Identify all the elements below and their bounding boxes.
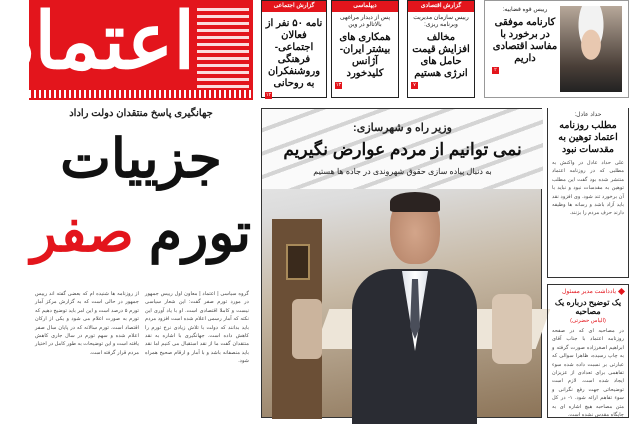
editor-note-author: (الیاس حضرتی) xyxy=(570,318,606,324)
teaser-diplomacy[interactable] xyxy=(331,0,399,98)
man-hair xyxy=(390,192,440,212)
main-story-subhead: به دنبال پیاده سازی حقوق شهروندی در جاده ها هستیم xyxy=(313,167,492,176)
main-story-kicker: وزیر راه و شهرسازی: xyxy=(353,122,452,134)
teaser-headline: مخالف افزایش قیمت حامل های انرژی هستیم xyxy=(412,32,470,79)
editor-note-headline: یک توضیح درباره یک مصاحبه xyxy=(554,298,622,316)
label-text: یادداشت مدیر مسئول xyxy=(562,289,616,295)
page-marker: ۱۳ xyxy=(335,82,342,88)
teaser-subhead: پس از دیدار مراغهی بالاتالو در وین xyxy=(339,15,391,28)
page-marker: ۷ xyxy=(411,82,418,89)
issue-info-strip xyxy=(195,4,251,88)
decorative-ruler xyxy=(29,90,253,98)
page-marker: ۲ xyxy=(492,67,499,74)
lead-headline-line2[interactable] xyxy=(29,200,253,266)
chair xyxy=(492,294,532,364)
editor-note-body: در مصاحبه ای که در صفحه روزنامه اعتماد با جناب آقای ابراهیم اصغرزاده صورت گرفته و به چاپ رسیده، ظاهرا سوالی که عبارتی بر نسبت داده شده سوء تفاهمی برای تعدادی از عزیزان ایجاد شده است. لازم است توضیحاتی جهت رفع نگرانی و سوء تفاهم ارائه شود. ۱- در کل متن مصاحبه هیچ اشاره ای به جایگاه مقدس نشده است. xyxy=(552,328,624,419)
teaser-kicker: گزارش اجتماعی xyxy=(262,1,326,12)
newspaper-logo: اعتماد xyxy=(0,0,195,87)
wall-frame xyxy=(286,244,310,280)
main-story-photo[interactable] xyxy=(261,108,542,418)
lead-kicker: جهانگیری پاسخ منتقدان دولت راداد xyxy=(69,108,213,119)
chair xyxy=(292,299,322,359)
headline-word-red: صفر xyxy=(30,203,134,263)
teaser-kicker: رییس قوه قضاییه: xyxy=(502,7,548,13)
right-story-kicker: حداد عادل: xyxy=(574,112,602,118)
teaser-headline: نامه ۵۰ نفر از فعالان اجتماعی-فرهنگی وروشنفکران به روحانی xyxy=(265,18,323,89)
portrait-photo xyxy=(560,6,622,92)
teaser-subhead: رییس سازمان مدیریت وبرنامه ریزی: xyxy=(413,15,469,28)
editor-note[interactable] xyxy=(547,284,629,418)
right-story[interactable] xyxy=(547,108,629,278)
masthead xyxy=(0,0,253,100)
teaser-kicker: دیپلماسی xyxy=(332,1,398,12)
teaser-headline: کارنامه موفقی در برخورد با مفاسد اقتصادی داریم xyxy=(492,17,558,64)
teaser-kicker: گزارش اقتصادی xyxy=(408,1,474,12)
right-story-body: علی حداد عادل در واکنش به مطلبی که در روزنامه اعتماد منتشر شده بود گفت این مطلب توهین به مقدسات نبود و نباید با آن برخورد تند شود. وی افزود نقد باید آزاد باشد و رسانه ها وظیفه دارند حرف مردم را بزنند. xyxy=(552,160,624,217)
diamond-icon xyxy=(618,288,625,295)
page-marker: ۱۲ xyxy=(265,92,272,98)
right-story-headline: مطلب روزنامه اعتماد توهین به مقدسات نبود xyxy=(558,120,618,155)
editor-note-label xyxy=(552,288,624,295)
lead-body-column-right: گروه سیاسی | اعتماد | معاون اول رییس جمهور در مورد تورم صفر گفت: این شعار سیاسی نیست و کاملا اقتصادی است. او با یاد آوری این نکته که آمار رسمی اعلام شده است افزود مردم باید بدانند که دولت با تلاش زیادی نرخ تورم را کاهش داده است. جهانگیری با اشاره به نقد منتقدان گفت ما از نقد استقبال می کنیم اما نقد باید منصفانه باشد و با آمار و ارقام صحیح همراه شود. xyxy=(145,291,249,365)
main-story-headline[interactable]: نمی توانیم از مردم عوارض نگیریم xyxy=(283,140,522,159)
teaser-social[interactable] xyxy=(261,0,327,98)
lead-body-column-left: از روزنامه ها شنیده ام که بعضی گفته اند رییس جمهور در حالی است که به گزارش مرکز آمار تورم ۵ درصد است و این امر باید توضیح دهیم که تورم به صورت اعلام می شود و یکی از ارکان اقتصاد است. تورم سالانه که در پایان سال صفر اعلام شده و سهم تورم در سال جاری کاهش یافته است و این توضیحات به طور کامل در اختیار مردم قرار گرفته است. xyxy=(35,291,139,356)
lead-headline-line1[interactable]: جزییات xyxy=(60,129,222,189)
teaser-economy[interactable] xyxy=(407,0,475,98)
teaser-headline: همکاری های بیشتر ایران-آژانس کلیدخورد xyxy=(339,32,391,79)
headline-word: تورم xyxy=(148,203,252,263)
